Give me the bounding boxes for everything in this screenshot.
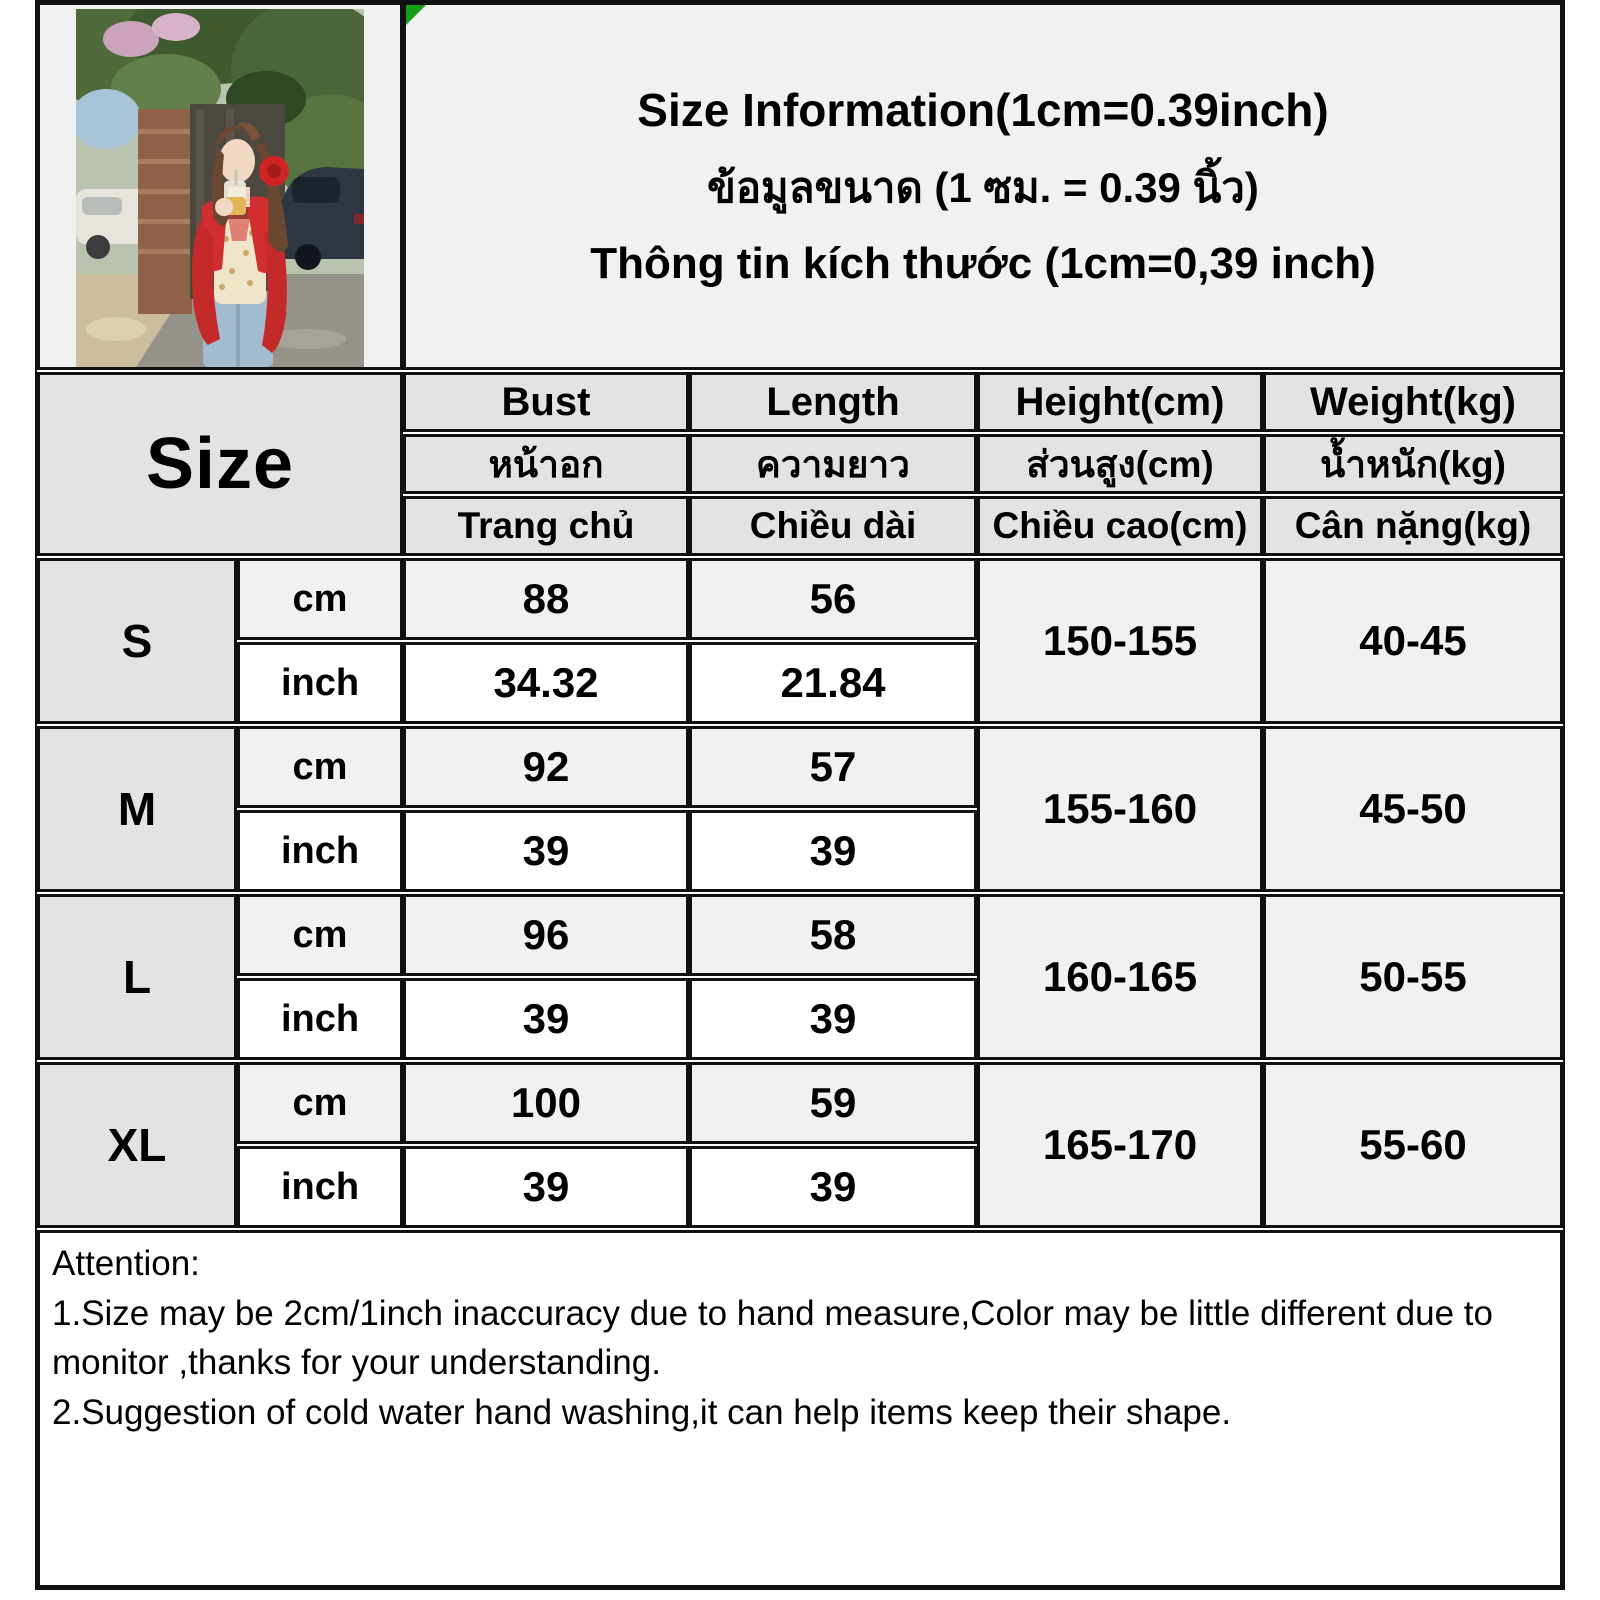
row-xl-length-cm: 59 — [689, 1062, 977, 1144]
row-l-unit-inch: inch — [237, 978, 403, 1060]
header-length-vi: Chiều dài — [689, 496, 977, 556]
row-xl-size-label: XL — [37, 1062, 237, 1228]
row-l-weight: 50-55 — [1263, 894, 1563, 1060]
header-bust-vi: Trang chủ — [403, 496, 689, 556]
header-weight-vi: Cân nặng(kg) — [1263, 496, 1563, 556]
row-m-unit-cm: cm — [237, 726, 403, 808]
header-height-th: ส่วนสูง(cm) — [977, 434, 1263, 494]
header-weight-en: Weight(kg) — [1263, 372, 1563, 432]
size-chart-sheet — [35, 0, 1565, 1590]
header-length-en: Length — [689, 372, 977, 432]
title-cell — [403, 2, 1563, 370]
attention-note-1: 1.Size may be 2cm/1inch inaccuracy due to hand measure,Color may be little different due to monitor ,thanks for your understanding. — [52, 1293, 1493, 1383]
row-l-bust-inch: 39 — [403, 978, 689, 1060]
row-s-bust-cm: 88 — [403, 558, 689, 640]
row-s-length-cm: 56 — [689, 558, 977, 640]
row-m-length-cm: 57 — [689, 726, 977, 808]
row-s-weight: 40-45 — [1263, 558, 1563, 724]
row-xl-bust-inch: 39 — [403, 1146, 689, 1228]
title-english: Size Information(1cm=0.39inch) — [637, 84, 1329, 136]
product-photo — [76, 9, 364, 367]
row-s-size-label: S — [37, 558, 237, 724]
row-l-unit-cm: cm — [237, 894, 403, 976]
title-thai: ข้อมูลขนาด (1 ซม. = 0.39 นิ้ว) — [707, 164, 1259, 211]
row-l-bust-cm: 96 — [403, 894, 689, 976]
header-bust-en: Bust — [403, 372, 689, 432]
green-corner-marker-icon — [406, 5, 426, 25]
row-m-weight: 45-50 — [1263, 726, 1563, 892]
header-height-vi: Chiều cao(cm) — [977, 496, 1263, 556]
row-s-unit-cm: cm — [237, 558, 403, 640]
header-length-th: ความยาว — [689, 434, 977, 494]
row-xl-length-inch: 39 — [689, 1146, 977, 1228]
attention-heading: Attention: — [52, 1244, 200, 1283]
row-l-size-label: L — [37, 894, 237, 1060]
row-m-length-inch: 39 — [689, 810, 977, 892]
row-s-height: 150-155 — [977, 558, 1263, 724]
row-l-length-cm: 58 — [689, 894, 977, 976]
row-m-bust-cm: 92 — [403, 726, 689, 808]
row-xl-height: 165-170 — [977, 1062, 1263, 1228]
header-bust-th: หน้าอก — [403, 434, 689, 494]
attention-section — [37, 1230, 1563, 1588]
size-corner-header: Size — [37, 372, 403, 556]
row-l-height: 160-165 — [977, 894, 1263, 1060]
row-xl-unit-inch: inch — [237, 1146, 403, 1228]
row-l-length-inch: 39 — [689, 978, 977, 1060]
row-xl-bust-cm: 100 — [403, 1062, 689, 1144]
row-m-height: 155-160 — [977, 726, 1263, 892]
row-m-size-label: M — [37, 726, 237, 892]
row-s-bust-inch: 34.32 — [403, 642, 689, 724]
header-weight-th: น้ำหนัก(kg) — [1263, 434, 1563, 494]
row-xl-weight: 55-60 — [1263, 1062, 1563, 1228]
row-m-unit-inch: inch — [237, 810, 403, 892]
row-s-unit-inch: inch — [237, 642, 403, 724]
title-vietnamese: Thông tin kích thước (1cm=0,39 inch) — [590, 239, 1376, 288]
row-m-bust-inch: 39 — [403, 810, 689, 892]
row-xl-unit-cm: cm — [237, 1062, 403, 1144]
header-height-en: Height(cm) — [977, 372, 1263, 432]
product-photo-cell — [37, 2, 403, 370]
attention-note-2: 2.Suggestion of cold water hand washing,it can help items keep their shape. — [52, 1393, 1232, 1433]
row-s-length-inch: 21.84 — [689, 642, 977, 724]
